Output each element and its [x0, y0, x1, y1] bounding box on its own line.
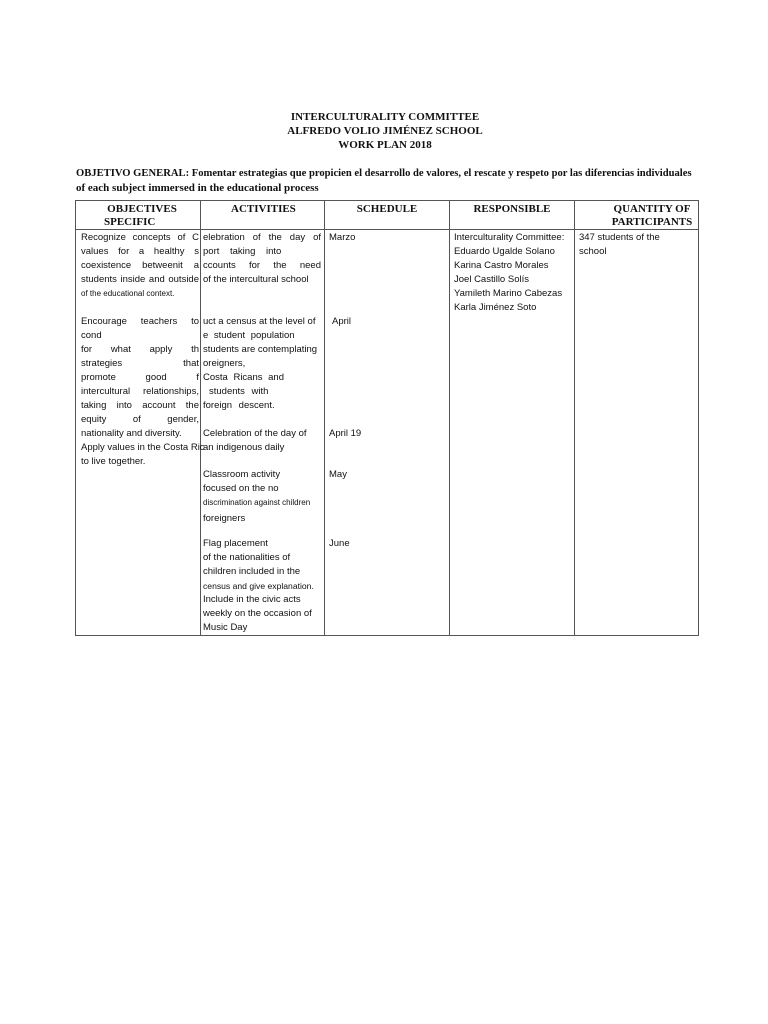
objective-line: equity of gender,	[81, 414, 199, 425]
activity-line: foreigners	[203, 513, 246, 524]
general-objective-line2: of each subject immersed in the educational process	[76, 182, 319, 194]
objective-line: of the educational context.	[81, 289, 175, 298]
objective-3	[81, 441, 205, 469]
objective-line: strategies that	[81, 358, 199, 369]
objective-line: to live together.	[81, 456, 146, 467]
activity-line: students are contemplating	[203, 344, 318, 355]
document-title	[0, 110, 768, 152]
header-responsible: RESPONSIBLE	[473, 203, 551, 215]
header-objectives	[76, 203, 200, 229]
objective-line: values for a healthy s	[81, 246, 199, 257]
header-schedule: SCHEDULE	[356, 203, 418, 215]
objective-2	[81, 315, 199, 441]
activity-line: of the intercultural school	[203, 274, 309, 285]
participants-line: school	[579, 246, 607, 257]
work-plan-table	[75, 200, 699, 636]
activity-line: Classroom activity	[203, 469, 281, 480]
header-activities: ACTIVITIES	[231, 203, 296, 215]
school-title: ALFREDO VOLIO JIMÉNEZ SCHOOL	[287, 125, 483, 137]
activity-line: discrimination against children	[203, 498, 311, 507]
activity-4	[203, 468, 321, 526]
general-objective-line1: OBJETIVO GENERAL: Fomentar estrategias que propicien el desarrollo de valores, el rescate y respeto por las diferencias individuales	[76, 168, 692, 179]
activity-line: e student population	[203, 330, 295, 341]
header-quantity-line1: QUANTITY OF	[613, 203, 691, 215]
objective-line: Apply values in the Costa Ric	[81, 442, 205, 453]
activity-line: Include in the civic acts	[203, 594, 301, 605]
responsible-line: Interculturality Committee:	[454, 232, 565, 243]
activity-line: ccounts for the need	[203, 260, 321, 271]
objective-line: Recognize concepts of C	[81, 232, 199, 243]
activity-line: port taking into	[203, 246, 282, 257]
objective-line: coexistence betweenit a	[81, 260, 199, 271]
activity-line: children included in the	[203, 566, 301, 577]
objective-line: students inside and outside	[81, 274, 199, 285]
activity-line: Music Day	[203, 622, 248, 633]
objective-1	[81, 231, 199, 301]
participants	[579, 231, 697, 259]
responsible-line: Joel Castillo Solís	[454, 274, 529, 285]
column-divider	[200, 201, 201, 635]
activity-line: foreign descent.	[203, 400, 275, 411]
objective-line: intercultural relationships,	[81, 386, 199, 397]
activity-line: Flag placement	[203, 538, 268, 549]
responsible-line: Yamileth Marino Cabezas	[454, 288, 563, 299]
activity-line: weekly on the occasion of	[203, 608, 312, 619]
activity-line: elebration of the day of	[203, 232, 321, 243]
responsible-line: Eduardo Ugalde Solano	[454, 246, 555, 257]
responsible-line: Karina Castro Morales	[454, 260, 549, 271]
header-quantity-line2: PARTICIPANTS	[611, 216, 693, 228]
responsible-line: Karla Jiménez Soto	[454, 302, 537, 313]
header-objectives-line1: OBJECTIVES	[107, 203, 177, 215]
activity-line: an indigenous daily	[203, 442, 285, 453]
objective-line: taking into account the	[81, 400, 199, 411]
schedule-4: May	[329, 469, 347, 480]
activity-line: uct a census at the level of	[203, 316, 316, 327]
column-divider	[449, 201, 450, 635]
schedule-3: April 19	[329, 428, 362, 439]
activity-line: census and give explanation.	[203, 581, 314, 591]
activity-1	[203, 231, 321, 287]
header-objectives-line2: SPECIFIC	[104, 216, 156, 228]
general-objective	[76, 166, 706, 196]
participants-line: 347 students of the	[579, 232, 660, 243]
activity-line: focused on the no	[203, 483, 279, 494]
activity-3	[203, 427, 321, 455]
activity-line: Costa Ricans and	[203, 372, 284, 383]
objective-line: for what apply th	[81, 344, 199, 355]
schedule-2: April	[332, 316, 352, 327]
committee-title: INTERCULTURALITY COMMITTEE	[290, 111, 480, 123]
header-divider	[76, 229, 698, 230]
column-divider	[574, 201, 575, 635]
plan-title: WORK PLAN 2018	[338, 139, 432, 151]
header-quantity	[575, 203, 699, 229]
activity-5	[203, 537, 321, 635]
activity-line: of the nationalities of	[203, 552, 291, 563]
schedule-1: Marzo	[329, 232, 356, 243]
activity-line: students with	[209, 386, 269, 397]
column-divider	[324, 201, 325, 635]
objective-line: promote good f	[81, 372, 199, 383]
responsible-list	[454, 231, 572, 315]
activity-line: Celebration of the day of	[203, 428, 307, 439]
objective-line: Encourage teachers to cond	[81, 316, 199, 341]
activity-line: oreigners,	[203, 358, 246, 369]
schedule-5: June	[329, 538, 350, 549]
objective-line: nationality and diversity.	[81, 428, 182, 439]
activity-2	[203, 315, 327, 413]
